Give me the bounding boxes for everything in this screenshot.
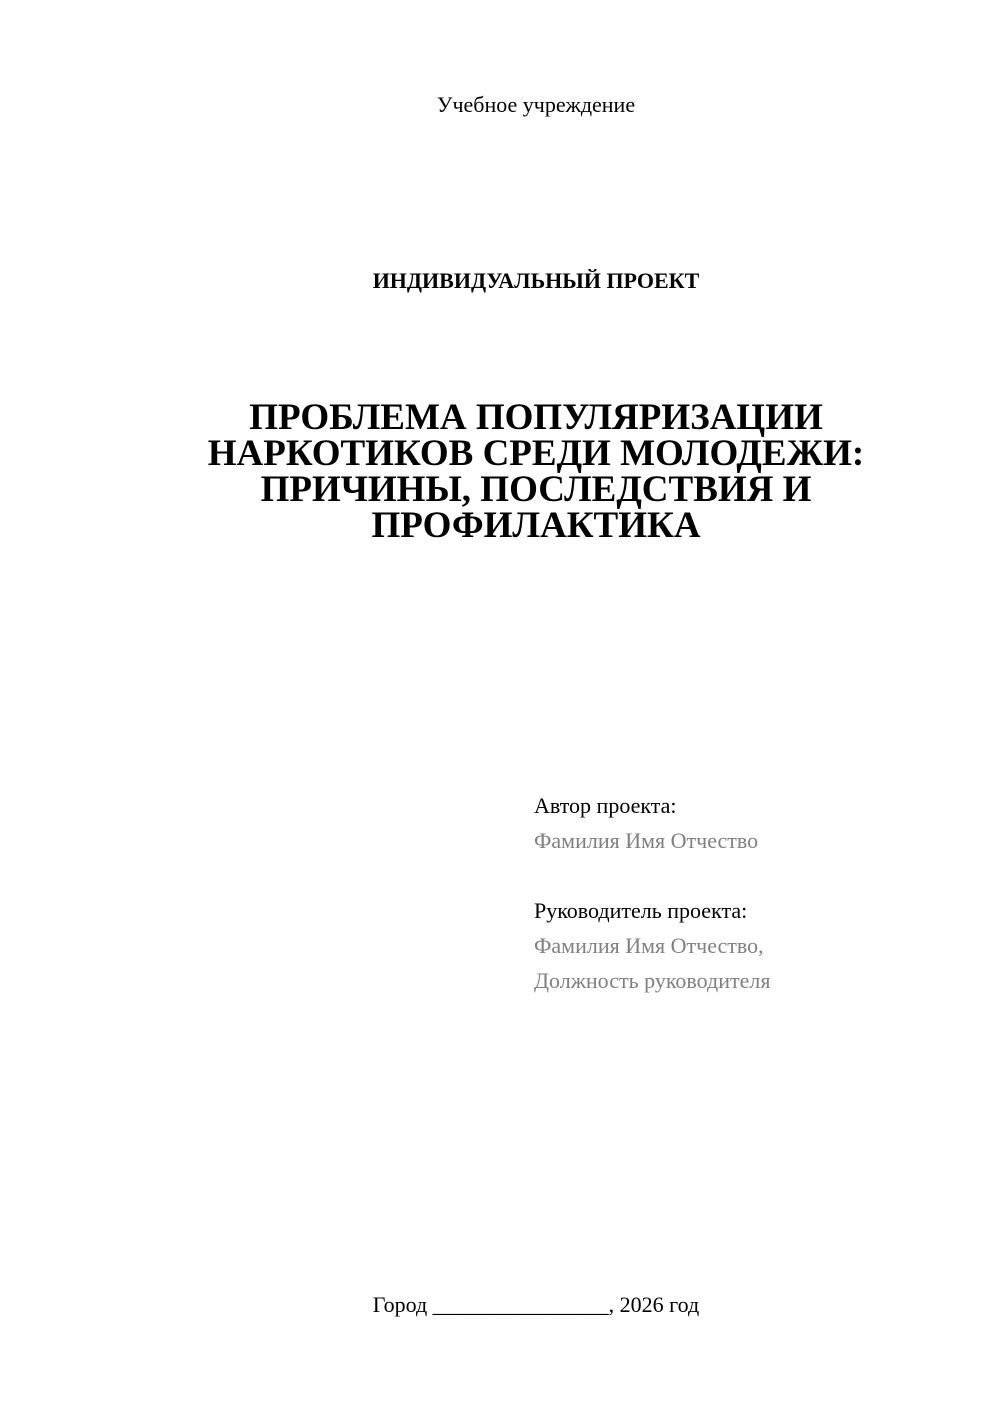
supervisor-label: Руководитель проекта: bbox=[534, 898, 748, 923]
spacer bbox=[534, 858, 974, 893]
project-info-block bbox=[534, 788, 974, 998]
title-line-2: НАРКОТИКОВ СРЕДИ МОЛОДЕЖИ: bbox=[207, 433, 865, 474]
title-line-4: ПРОФИЛАКТИКА bbox=[371, 505, 701, 546]
supervisor-name: Фамилия Имя Отчество, bbox=[534, 933, 764, 958]
title-line-3: ПРИЧИНЫ, ПОСЛЕДСТВИЯ И bbox=[260, 469, 812, 510]
city-year-line: Город ________________, 2026 год bbox=[372, 1292, 700, 1317]
supervisor-position: Должность руководителя bbox=[534, 968, 771, 993]
author-name: Фамилия Имя Отчество bbox=[534, 828, 759, 853]
title-line-1: ПРОБЛЕМА ПОПУЛЯРИЗАЦИИ bbox=[249, 397, 823, 438]
institution-name: Учебное учреждение bbox=[436, 92, 636, 117]
author-label: Автор проекта: bbox=[534, 793, 677, 818]
project-title bbox=[150, 397, 922, 546]
document-type: ИНДИВИДУАЛЬНЫЙ ПРОЕКТ bbox=[372, 268, 700, 293]
